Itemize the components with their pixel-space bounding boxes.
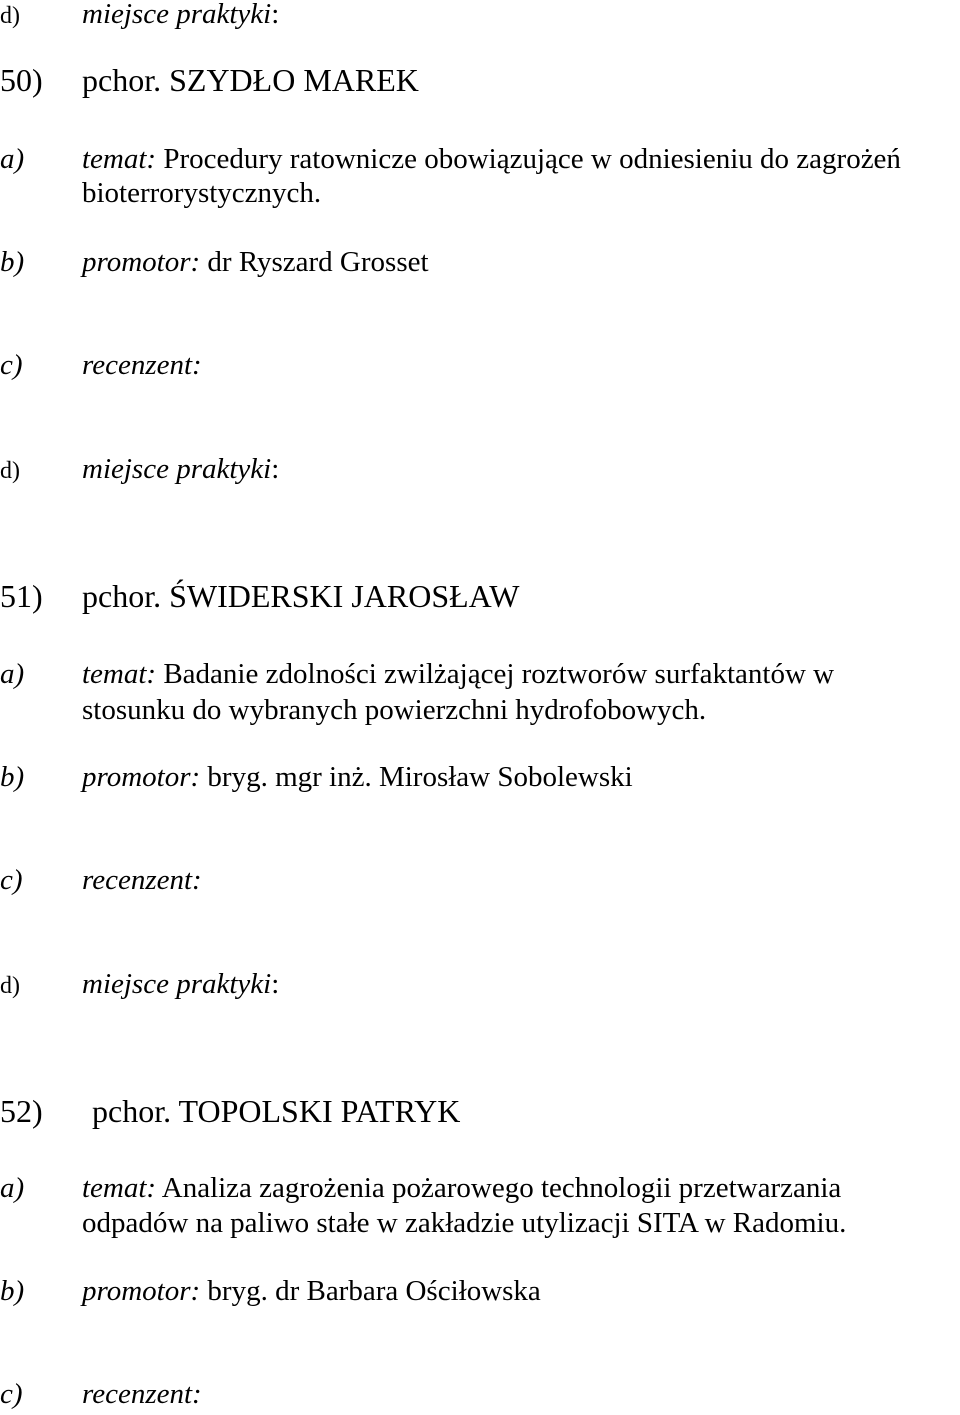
temat-text: Procedury ratownicze obowiązujące w odniesieniu do zagrożeń <box>163 143 901 175</box>
entry-number: 51) <box>0 578 43 614</box>
praktyki-line-51 <box>0 966 279 1004</box>
praktyki-marker: d) <box>0 458 20 484</box>
praktyki-label: miejsce praktyki <box>82 0 272 30</box>
promotor-label: promotor: <box>82 761 201 793</box>
recenzent-label: recenzent: <box>82 864 202 896</box>
recenzent-label: recenzent: <box>82 349 202 381</box>
temat-continuation-52: odpadów na paliwo stałe w zakładzie utylizacji SITA w Radomiu. <box>82 1207 847 1239</box>
promotor-marker: b) <box>0 246 25 278</box>
praktyki-colon: : <box>271 968 280 1000</box>
entry-heading-50 <box>0 60 419 100</box>
promotor-label: promotor: <box>82 246 201 278</box>
entry-heading-51 <box>0 576 519 616</box>
temat-text: Badanie zdolności zwilżającej roztworów surfaktantów w <box>163 658 835 690</box>
promotor-label: promotor: <box>82 1275 201 1307</box>
entry-heading-52 <box>0 1091 460 1131</box>
temat-label: temat: <box>82 1172 157 1204</box>
recenzent-line-52 <box>0 1376 202 1412</box>
praktyki-marker: d) <box>0 973 20 999</box>
promotor-marker: b) <box>0 1275 25 1307</box>
recenzent-marker: c) <box>0 864 23 896</box>
promotor-marker: b) <box>0 761 25 793</box>
praktyki-label: miejsce praktyki <box>82 453 272 485</box>
promotor-line-50 <box>0 244 429 280</box>
praktyki-marker: d) <box>0 3 20 29</box>
temat-line-51 <box>0 656 834 692</box>
praktyki-colon: : <box>271 453 280 485</box>
temat-marker: a) <box>0 658 25 690</box>
promotor-value: dr Ryszard Grosset <box>207 246 429 278</box>
promotor-line-51 <box>0 759 633 795</box>
temat-line-50 <box>0 141 901 177</box>
entry-name: pchor. ŚWIDERSKI JAROSŁAW <box>82 578 520 614</box>
praktyki-colon: : <box>271 0 280 30</box>
praktyki-label: miejsce praktyki <box>82 968 272 1000</box>
recenzent-line-50 <box>0 347 202 383</box>
temat-line-52 <box>0 1170 841 1206</box>
promotor-line-52 <box>0 1273 541 1309</box>
promotor-value: bryg. dr Barbara Ościłowska <box>207 1275 541 1307</box>
promotor-value: bryg. mgr inż. Mirosław Sobolewski <box>207 761 633 793</box>
praktyki-line-50 <box>0 451 279 489</box>
recenzent-label: recenzent: <box>82 1378 202 1410</box>
temat-marker: a) <box>0 143 25 175</box>
temat-continuation-50: bioterrorystycznych. <box>82 177 322 209</box>
temat-text: Analiza zagrożenia pożarowego technologii przetwarzania <box>161 1172 842 1204</box>
praktyki-line-prev <box>0 0 279 34</box>
temat-continuation-51: stosunku do wybranych powierzchni hydrofobowych. <box>82 694 707 726</box>
entry-name: pchor. SZYDŁO MAREK <box>82 62 419 98</box>
temat-marker: a) <box>0 1172 25 1204</box>
entry-name: pchor. TOPOLSKI PATRYK <box>92 1093 461 1129</box>
temat-label: temat: <box>82 143 157 175</box>
recenzent-marker: c) <box>0 1378 23 1410</box>
recenzent-marker: c) <box>0 349 23 381</box>
entry-number: 52) <box>0 1093 43 1129</box>
temat-label: temat: <box>82 658 157 690</box>
recenzent-line-51 <box>0 862 202 898</box>
entry-number: 50) <box>0 62 43 98</box>
